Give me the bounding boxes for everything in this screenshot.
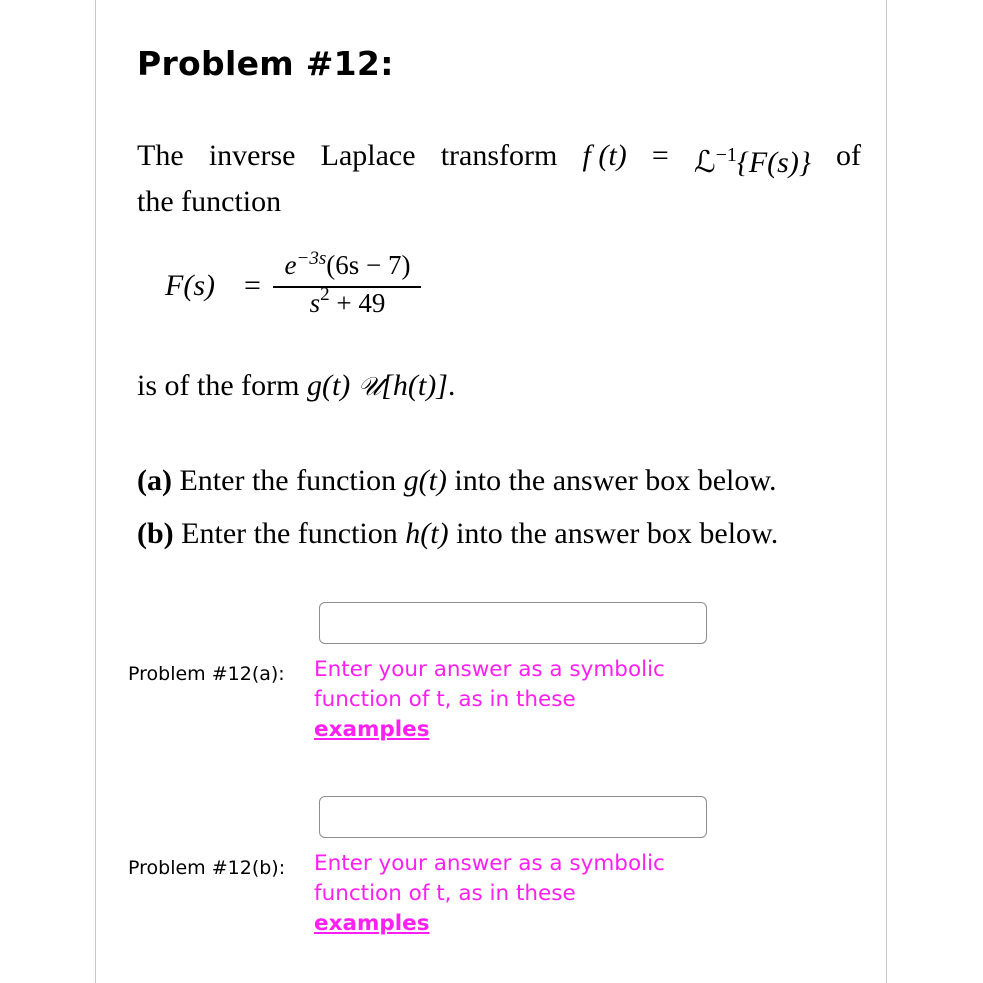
part-b-text-before: Enter the function (173, 517, 406, 550)
intro-word: Laplace (320, 139, 416, 172)
num-exponent: −3s (296, 248, 327, 269)
part-a-label: (a) (137, 464, 172, 497)
form-period: . (447, 369, 456, 402)
part-a-text-before: Enter the function (171, 464, 404, 497)
g-of-t: g(t) (306, 369, 351, 402)
intro-word: of (836, 139, 861, 172)
answer-hint-a (314, 655, 714, 745)
part-a-func: g(t) (403, 464, 447, 497)
f-of-t: f (t) (582, 139, 627, 172)
part-b-label: (b) (137, 517, 174, 550)
equals-sign: = (651, 139, 669, 172)
hint-text-b: Enter your answer as a symbolic function of t, as in these (314, 851, 665, 906)
transform-formula (165, 250, 435, 330)
formula-denominator (275, 284, 420, 319)
num-base: e (284, 250, 297, 280)
formula-equals: = (244, 269, 261, 302)
examples-link-a[interactable]: examples (314, 717, 430, 742)
answer-input-b[interactable] (319, 796, 707, 838)
intro-word: transform (440, 139, 558, 172)
answer-label-b: Problem #12(b): (128, 857, 286, 879)
braced-F-of-s: {F(s)} (736, 146, 811, 179)
part-b-text-after: into the answer box below. (448, 517, 779, 550)
inverse-exponent: −1 (715, 144, 737, 166)
intro-word: The (137, 139, 184, 172)
problem-title: Problem #12: (137, 44, 394, 83)
form-statement (137, 369, 455, 403)
num-rest: (6s − 7) (326, 250, 411, 280)
h-of-t-bracket: [h(t)] (381, 369, 448, 402)
answer-label-a: Problem #12(a): (128, 663, 285, 685)
problem-intro (137, 136, 861, 221)
examples-link-b[interactable]: examples (314, 911, 430, 936)
formula-lhs: F(s) (165, 269, 215, 302)
intro-word: inverse (208, 139, 296, 172)
laplace-inverse (694, 136, 811, 182)
den-base: s (309, 288, 321, 318)
intro-line-1 (137, 136, 861, 182)
part-b-instruction (137, 517, 778, 551)
den-exponent: 2 (320, 284, 330, 305)
answer-hint-b (314, 849, 714, 939)
laplace-symbol: ℒ (693, 146, 716, 179)
part-a-text-after: into the answer box below. (446, 464, 777, 497)
hint-text-a: Enter your answer as a symbolic function of t, as in these (314, 657, 665, 712)
den-rest: + 49 (329, 288, 386, 318)
part-a-instruction (137, 464, 777, 498)
intro-line-2: the function (137, 185, 282, 218)
answer-input-a[interactable] (319, 602, 707, 644)
formula-numerator (275, 250, 420, 281)
unit-step-symbol: 𝒰 (357, 372, 382, 402)
form-prefix: is of the form (137, 369, 307, 402)
part-b-func: h(t) (405, 517, 449, 550)
